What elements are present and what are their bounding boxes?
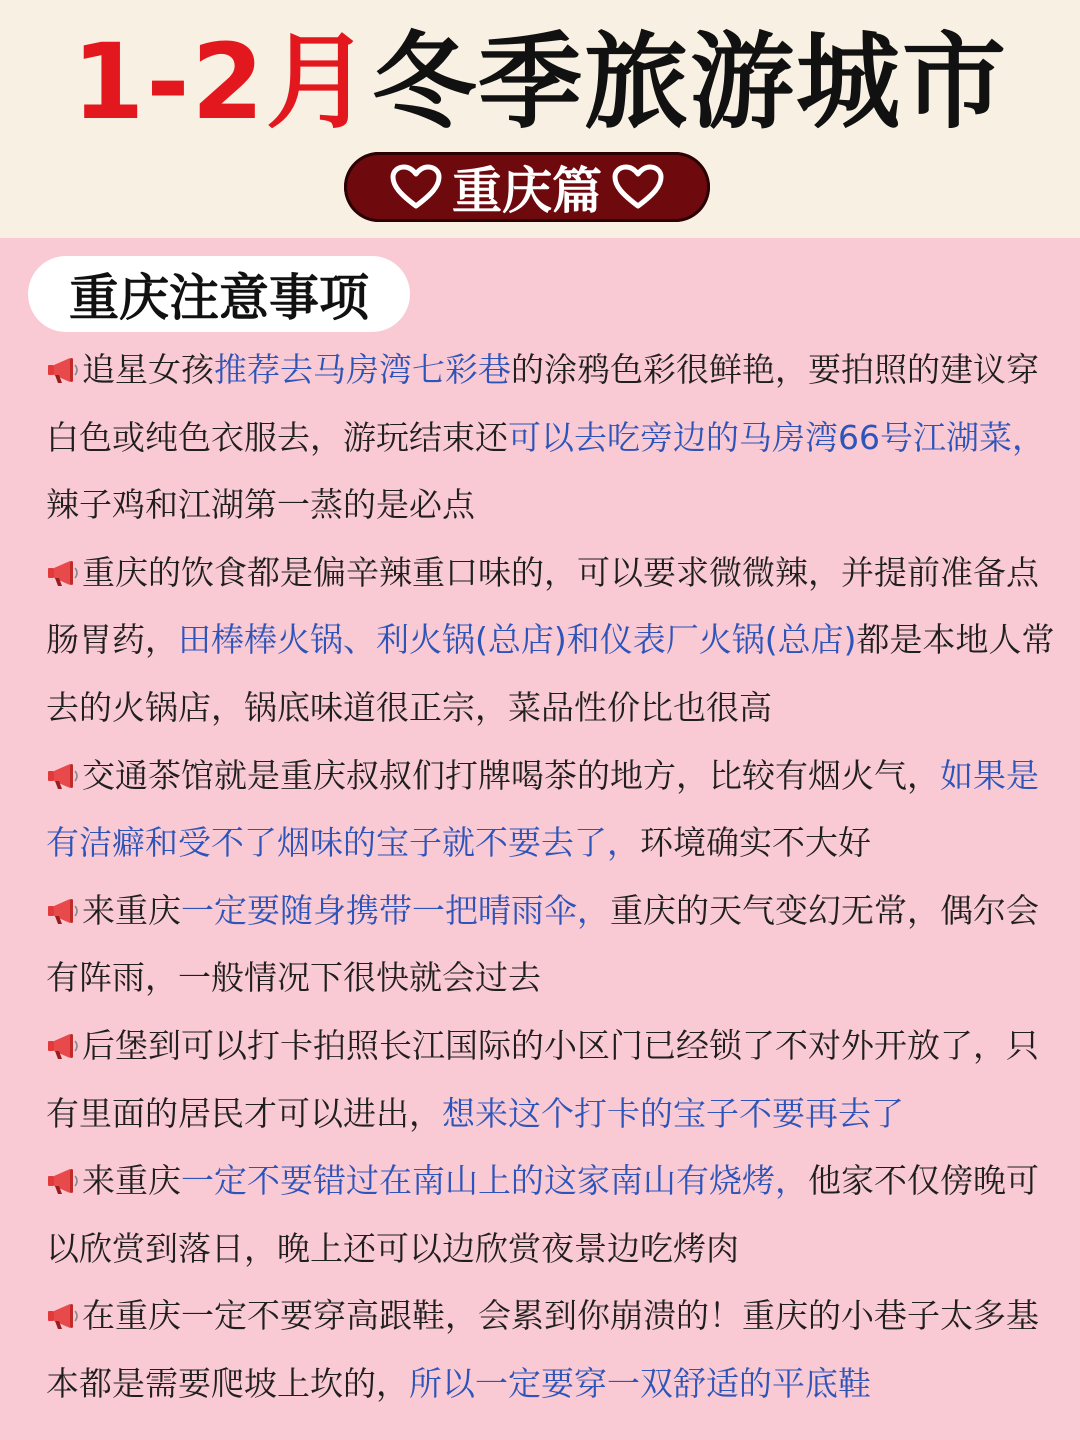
title-black-part: 冬季旅游城市 bbox=[371, 21, 1008, 143]
tip-item bbox=[46, 1282, 1056, 1417]
heart-outline-icon bbox=[390, 164, 442, 210]
section-heading-text: 重庆注意事项 bbox=[69, 269, 369, 327]
subtitle-text: 重庆篇 bbox=[452, 162, 602, 220]
tip-item bbox=[46, 877, 1056, 1012]
tip-highlight-text: 推荐去马房湾七彩巷 bbox=[214, 350, 511, 389]
tip-highlight-text: 所以一定要穿一双舒适的平底鞋 bbox=[409, 1363, 871, 1403]
tip-highlight-text: 如果是有洁癖和受不了烟味的宝子就不要去了， bbox=[46, 755, 1039, 863]
title-red-part: 1-2月 bbox=[72, 21, 372, 143]
tip-text: 交通茶馆就是重庆叔叔们打牌喝茶的地方，比较有烟火气， bbox=[82, 755, 940, 795]
megaphone-icon bbox=[46, 1301, 80, 1331]
tip-item bbox=[46, 336, 1056, 539]
tip-text: 辣子鸡和江湖第一蒸的是必点 bbox=[46, 485, 475, 525]
megaphone-icon bbox=[46, 761, 80, 791]
tip-item bbox=[46, 1147, 1056, 1282]
tip-text: 都是本地人常去的火锅店，锅底味道很正宗，菜品性价比也很高 bbox=[46, 620, 1055, 727]
megaphone-icon bbox=[46, 896, 80, 926]
tip-text: 重庆的天气变幻无常，偶尔会有阵雨，一般情况下很快就会过去 bbox=[46, 890, 1039, 998]
subtitle-badge bbox=[344, 152, 710, 222]
tip-highlight-text: 一定不要错过在南山上的这家南山有烧烤， bbox=[181, 1161, 808, 1201]
tip-item bbox=[46, 539, 1056, 742]
tip-highlight-text: 一定要随身携带一把晴雨伞， bbox=[181, 890, 610, 930]
tip-item bbox=[46, 742, 1056, 877]
tip-text: 来重庆 bbox=[82, 890, 181, 930]
tip-text: 的涂鸦色彩很鲜艳，要拍照的建议穿白色或纯色衣服去，游玩结束还 bbox=[46, 350, 1039, 457]
tip-text: 在重庆一定不要穿高跟鞋，会累到你崩溃的！重庆的小巷子太多基本都是需要爬坡上坎的， bbox=[46, 1296, 1039, 1403]
heart-outline-icon bbox=[612, 164, 664, 210]
tip-highlight-text: 可以去吃旁边的马房湾66号江湖菜， bbox=[508, 417, 1045, 457]
tip-text: 他家不仅傍晚可以欣赏到落日，晚上还可以边欣赏夜景边吃烤肉 bbox=[46, 1161, 1039, 1268]
megaphone-icon bbox=[46, 1031, 80, 1061]
header-banner bbox=[0, 0, 1080, 238]
tip-text: 追星女孩 bbox=[82, 350, 214, 389]
tip-item bbox=[46, 1012, 1056, 1147]
tip-highlight-text: 想来这个打卡的宝子不要再去了 bbox=[442, 1093, 904, 1133]
tip-text: 重庆的饮食都是偏辛辣重口味的，可以要求微微辣，并提前准备点肠胃药， bbox=[46, 552, 1039, 660]
tips-list bbox=[46, 336, 1056, 1418]
page-title bbox=[0, 22, 1080, 142]
megaphone-icon bbox=[46, 355, 80, 385]
tip-highlight-text: 田棒棒火锅、利火锅(总店)和仪表厂火锅(总店) bbox=[178, 620, 857, 660]
megaphone-icon bbox=[46, 558, 80, 588]
tip-text: 环境确实不大好 bbox=[640, 823, 871, 863]
tip-text: 来重庆 bbox=[82, 1161, 181, 1201]
tip-text: 后堡到可以打卡拍照长江国际的小区门已经锁了不对外开放了，只有里面的居民才可以进出， bbox=[46, 1025, 1039, 1133]
section-heading bbox=[28, 256, 410, 332]
megaphone-icon bbox=[46, 1166, 80, 1196]
